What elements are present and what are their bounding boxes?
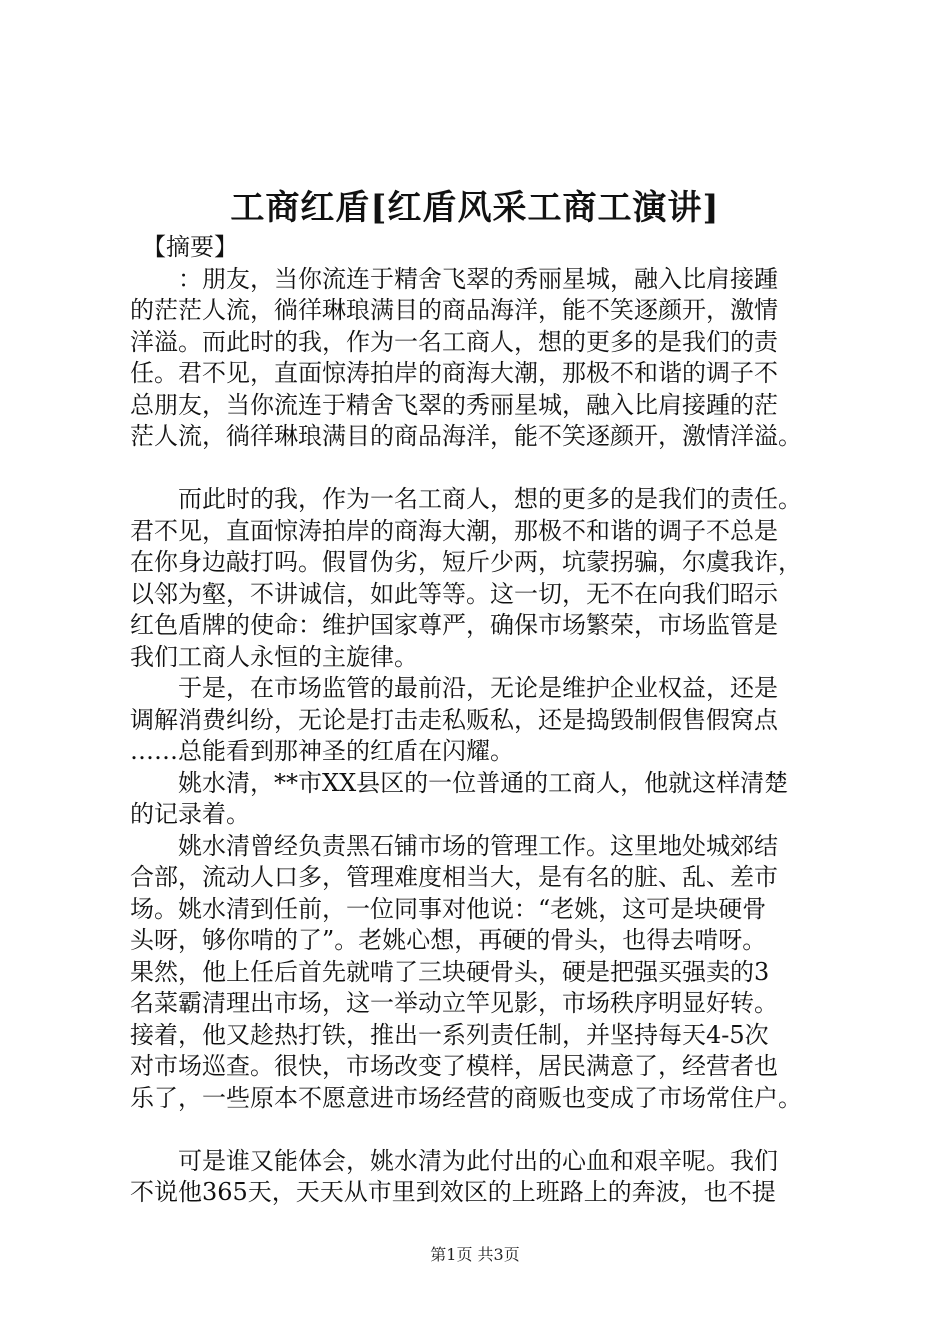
text-line: 的记录着。 xyxy=(130,800,250,828)
text-line: ：朋友，当你流连于精舍飞翠的秀丽星城，融入比肩接踵 xyxy=(130,264,778,293)
paragraph xyxy=(130,232,835,264)
text-line: 可是谁又能体会，姚水清为此付出的心血和艰辛呢。我们 xyxy=(130,1146,778,1175)
text-line: 的茫茫人流，徜徉琳琅满目的商品海洋，能不笑逐颜开，激情 xyxy=(130,296,778,324)
text-line: 调解消费纠纷，无论是打击走私贩私，还是捣毁制假售假窝点 xyxy=(130,705,778,734)
text-line: 总朋友，当你流连于精舍飞翠的秀丽星城，融入比肩接踵的茫 xyxy=(130,390,778,419)
text-line: 不说他365天，天天从市里到效区的上班路上的奔波，也不提 xyxy=(130,1178,776,1206)
text-line: 洋溢。而此时的我，作为一名工商人，想的更多的是我们的责 xyxy=(130,327,778,356)
paragraph xyxy=(130,484,835,673)
text-line: 以邻为壑，不讲诚信，如此等等。这一切，无不在向我们昭示 xyxy=(130,579,778,608)
paragraph xyxy=(130,1146,835,1209)
paragraph xyxy=(130,831,835,1115)
text-line: 场。姚水清到任前，一位同事对他说：“老姚，这可是块硬骨 xyxy=(130,894,767,923)
text-line: 对市场巡查。很快，市场改变了模样，居民满意了，经营者也 xyxy=(130,1052,778,1080)
document-title: 工商红盾[红盾风采工商工演讲] xyxy=(230,188,720,228)
document-body xyxy=(130,232,835,1209)
text-line: 我们工商人永恒的主旋律。 xyxy=(130,642,418,671)
text-line: 于是，在市场监管的最前沿，无论是维护企业权益，还是 xyxy=(130,674,778,702)
text-line: 在你身边敲打吗。假冒伪劣，短斤少两，坑蒙拐骗，尔虞我诈， xyxy=(130,548,802,576)
text-line: 【摘要】 xyxy=(130,233,238,261)
text-line: 姚水清，**市XX县区的一位普通的工商人，他就这样清楚 xyxy=(130,768,789,797)
paragraph xyxy=(130,673,835,768)
paragraph-gap xyxy=(130,453,835,485)
text-line: 而此时的我，作为一名工商人，想的更多的是我们的责任。 xyxy=(130,485,802,513)
page-footer: 第1页 共3页 xyxy=(430,1245,520,1264)
text-line: 果然，他上任后首先就啃了三块硬骨头，硬是把强买强卖的3 xyxy=(130,957,770,986)
text-line: 红色盾牌的使命：维护国家尊严，确保市场繁荣，市场监管是 xyxy=(130,611,778,639)
text-line: 乐了，一些原本不愿意进市场经营的商贩也变成了市场常住户。 xyxy=(130,1083,802,1112)
text-line: 茫人流，徜徉琳琅满目的商品海洋，能不笑逐颜开，激情洋溢。 xyxy=(130,422,802,450)
text-line: 合部，流动人口多，管理难度相当大，是有名的脏、乱、差市 xyxy=(130,863,778,891)
text-line: 头呀，够你啃的了”。老姚心想，再硬的骨头，也得去啃呀。 xyxy=(130,926,767,954)
paragraph xyxy=(130,264,835,453)
text-line: 君不见，直面惊涛拍岸的商海大潮，那极不和谐的调子不总是 xyxy=(130,516,778,545)
text-line: ……总能看到那神圣的红盾在闪耀。 xyxy=(130,737,514,765)
text-line: 姚水清曾经负责黑石铺市场的管理工作。这里地处城郊结 xyxy=(130,831,778,860)
text-line: 名菜霸清理出市场，这一举动立竿见影，市场秩序明显好转。 xyxy=(130,989,778,1017)
paragraph-gap xyxy=(130,1114,835,1146)
text-line: 任。君不见，直面惊涛拍岸的商海大潮，那极不和谐的调子不 xyxy=(130,359,778,387)
text-line: 接着，他又趁热打铁，推出一系列责任制，并坚持每天4-5次 xyxy=(130,1020,769,1049)
paragraph xyxy=(130,768,835,831)
